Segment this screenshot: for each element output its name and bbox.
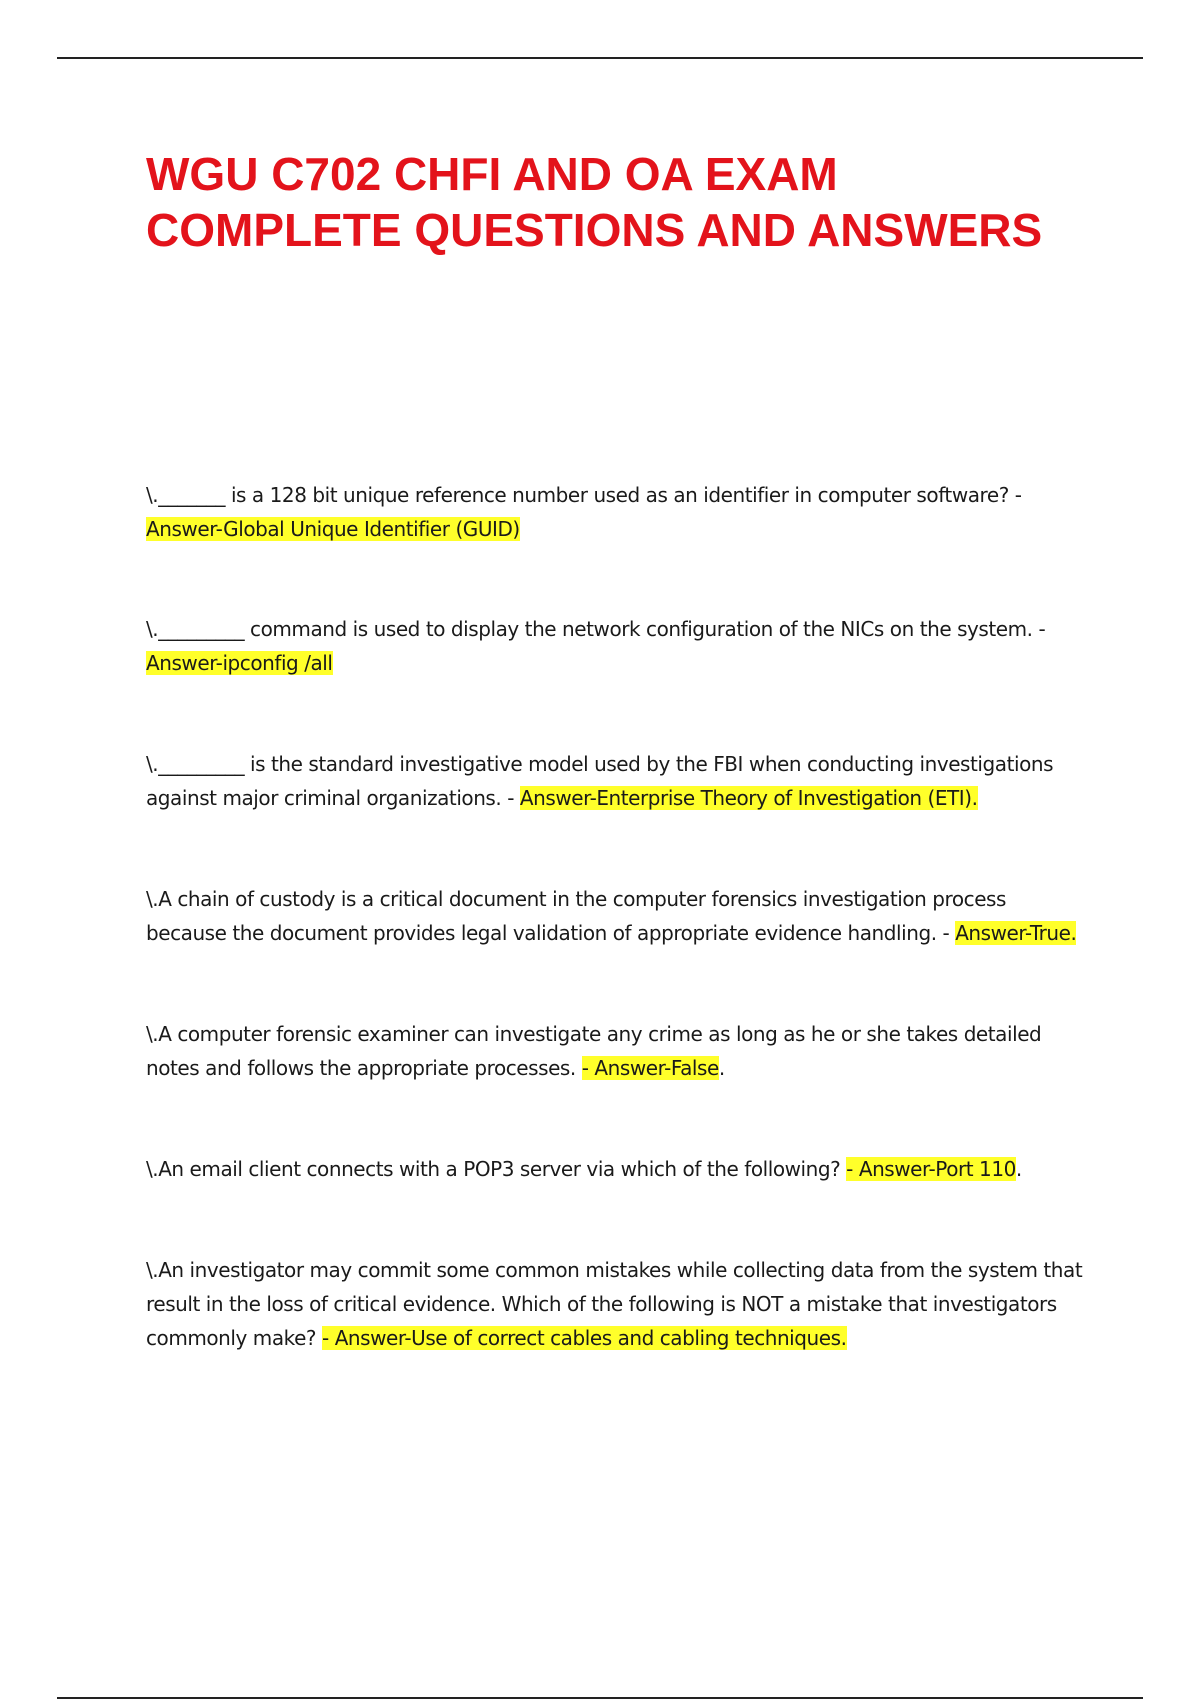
answer-suffix: .	[1015, 1157, 1022, 1181]
answer-suffix: .	[718, 1056, 725, 1080]
qa-item	[146, 478, 1086, 546]
answer-highlight: Answer-Global Unique Identifier (GUID)	[146, 517, 520, 541]
qa-list	[146, 478, 1086, 1355]
answer-highlight: Answer-Enterprise Theory of Investigation (ETI).	[519, 786, 978, 810]
answer-highlight: - Answer-Use of correct cables and cabling techniques.	[322, 1326, 847, 1350]
question-text: \.An email client connects with a POP3 server via which of the following?	[146, 1157, 841, 1181]
answer-highlight: Answer-True.	[955, 921, 1077, 945]
bottom-rule	[57, 1697, 1143, 1699]
answer-highlight: - Answer-Port 110	[846, 1157, 1016, 1181]
qa-item	[146, 1152, 1086, 1186]
document-title: WGU C702 CHFI AND OA EXAM COMPLETE QUESTIONS AND ANSWERS	[146, 148, 1043, 256]
qa-item	[146, 1017, 1086, 1085]
question-text: \._________ command is used to display the network configuration of the NICs on the system. -	[146, 617, 1046, 641]
answer-highlight: Answer-ipconfig /all	[146, 651, 333, 675]
question-text: \.A chain of custody is a critical document in the computer forensics investigation process because the document provides legal validation of appropriate evidence handling. -	[146, 887, 1006, 945]
question-text: \.A computer forensic examiner can investigate any crime as long as he or she takes detailed notes and follows the appropriate processes.	[146, 1022, 1042, 1080]
qa-item	[146, 612, 1086, 680]
qa-item	[146, 1253, 1086, 1355]
qa-item	[146, 747, 1086, 815]
question-text: \.An investigator may commit some common mistakes while collecting data from the system that result in the loss of critical evidence. Which of the following is NOT a mistake that investigators commonly make?	[146, 1258, 1083, 1350]
question-text: \._________ is the standard investigative model used by the FBI when conducting investigations against major criminal organizations. -	[146, 752, 1054, 810]
top-rule	[57, 57, 1143, 59]
qa-item	[146, 882, 1086, 950]
answer-highlight: - Answer-False	[581, 1056, 719, 1080]
question-text: \._______ is a 128 bit unique reference number used as an identifier in computer software? -	[146, 483, 1022, 507]
